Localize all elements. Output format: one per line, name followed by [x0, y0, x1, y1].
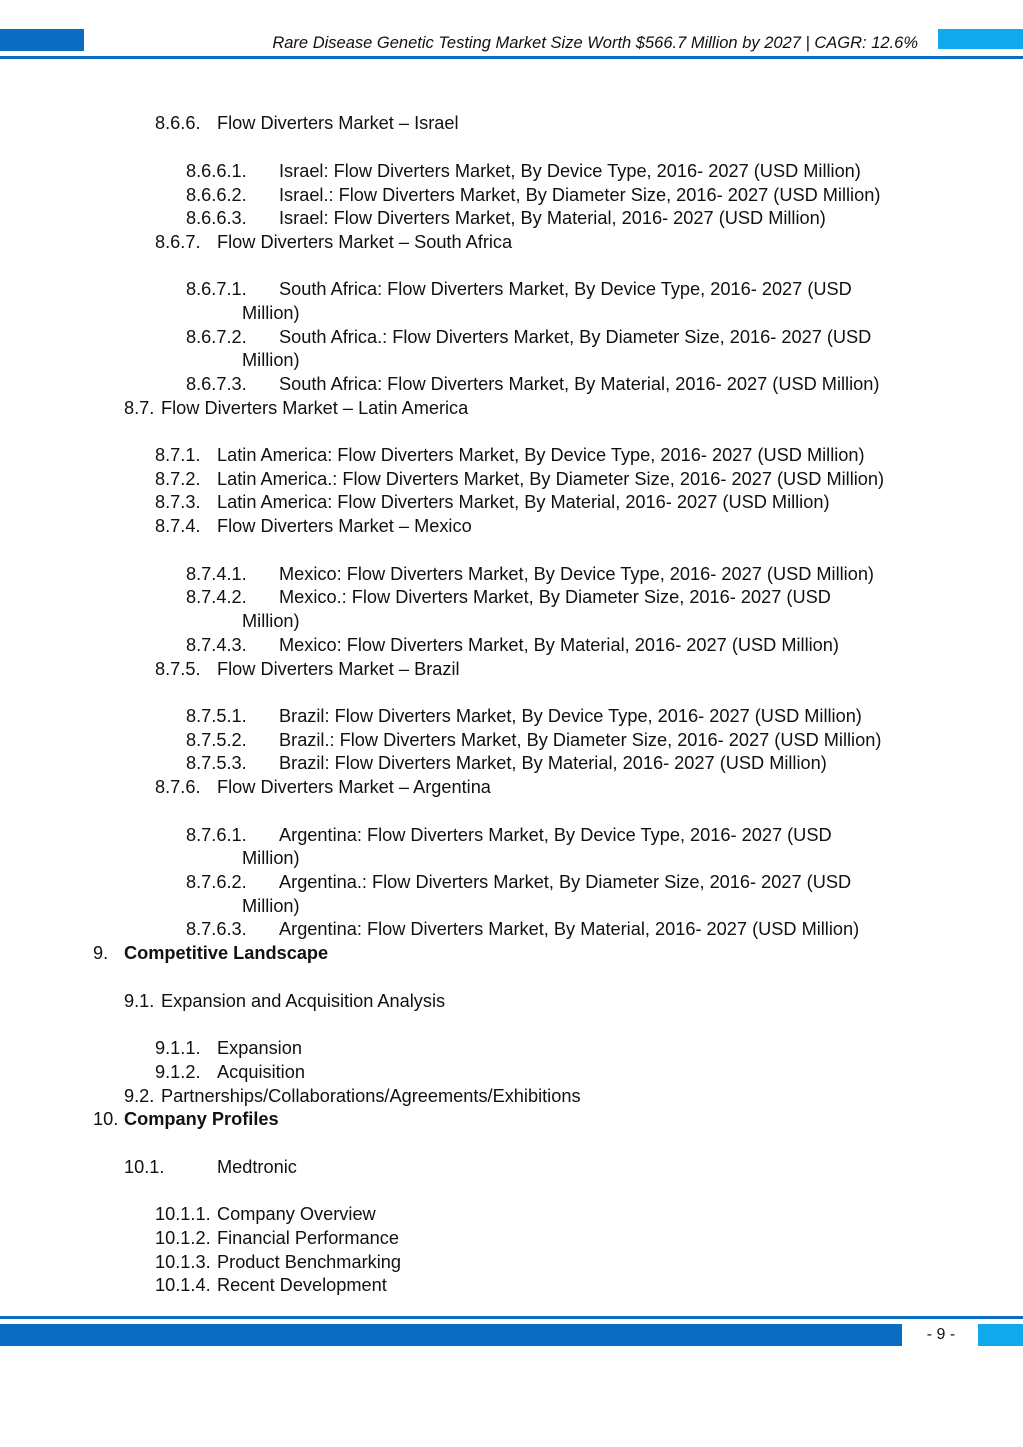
- toc-text: Brazil.: Flow Diverters Market, By Diameter Size, 2016- 2027 (USD Million): [279, 730, 882, 750]
- toc-text: Israel: Flow Diverters Market, By Material, 2016- 2027 (USD Million): [279, 208, 826, 228]
- toc-number: 8.7.5.3.: [186, 753, 247, 773]
- toc-text: Brazil: Flow Diverters Market, By Device Type, 2016- 2027 (USD Million): [279, 706, 862, 726]
- toc-text: Flow Diverters Market – Israel: [217, 113, 459, 133]
- toc-text: Medtronic: [217, 1157, 297, 1177]
- footer-rule: [0, 1316, 1023, 1319]
- toc-number: 8.7.5.2.: [186, 730, 247, 750]
- toc-number: 8.7.5.: [155, 659, 201, 679]
- toc-number: 8.7.4.: [155, 516, 201, 536]
- toc-text: Partnerships/Collaborations/Agreements/Exhibitions: [161, 1086, 581, 1106]
- toc-text: Latin America.: Flow Diverters Market, By Diameter Size, 2016- 2027 (USD Million): [217, 469, 885, 489]
- toc-text: Financial Performance: [217, 1228, 399, 1248]
- toc-number: 8.6.7.2.: [186, 327, 247, 347]
- toc-number: 9.1.2.: [155, 1062, 201, 1082]
- toc-number: 8.7.6.2.: [186, 872, 247, 892]
- toc-number: 9.: [93, 943, 109, 963]
- toc-text: Expansion: [217, 1038, 302, 1058]
- toc-number: 9.1.1.: [155, 1038, 201, 1058]
- toc-number: 8.7.4.3.: [186, 635, 247, 655]
- toc-text: Flow Diverters Market – Argentina: [217, 777, 491, 797]
- toc-number: 8.7.2.: [155, 469, 201, 489]
- toc-text: Company Overview: [217, 1204, 376, 1224]
- toc-text: South Africa: Flow Diverters Market, By Device Type, 2016- 2027 (USD: [279, 279, 852, 299]
- toc-text: Recent Development: [217, 1275, 387, 1295]
- toc-text: Acquisition: [217, 1062, 305, 1082]
- toc-number: 10.1.3.: [155, 1252, 211, 1272]
- toc-number: 10.: [93, 1109, 119, 1129]
- toc-number: 9.1.: [124, 991, 155, 1011]
- toc-number: 8.7.6.3.: [186, 919, 247, 939]
- toc-text: Flow Diverters Market – Mexico: [217, 516, 472, 536]
- toc-number: 8.6.6.3.: [186, 208, 247, 228]
- toc-text-continuation: Million): [242, 848, 300, 868]
- toc-number: 10.1.1.: [155, 1204, 211, 1224]
- toc-text: South Africa.: Flow Diverters Market, By Diameter Size, 2016- 2027 (USD: [279, 327, 872, 347]
- toc-number: 8.7.6.: [155, 777, 201, 797]
- toc-number: 8.7.5.1.: [186, 706, 247, 726]
- toc-number: 8.6.7.3.: [186, 374, 247, 394]
- toc-number: 8.6.6.2.: [186, 185, 247, 205]
- toc-text: Flow Diverters Market – Brazil: [217, 659, 460, 679]
- toc-number: 8.7.3.: [155, 492, 201, 512]
- toc-text: Brazil: Flow Diverters Market, By Material, 2016- 2027 (USD Million): [279, 753, 827, 773]
- header-rule: [0, 56, 1023, 59]
- toc-number: 10.1.4.: [155, 1275, 211, 1295]
- toc-text: Mexico: Flow Diverters Market, By Material, 2016- 2027 (USD Million): [279, 635, 839, 655]
- header-accent-right: [938, 29, 1023, 49]
- footer-bar: [0, 1324, 902, 1346]
- toc-text: Product Benchmarking: [217, 1252, 401, 1272]
- toc-text-continuation: Million): [242, 350, 300, 370]
- toc-text: Flow Diverters Market – South Africa: [217, 232, 513, 252]
- toc-text-continuation: Million): [242, 303, 300, 323]
- toc-text: Mexico: Flow Diverters Market, By Device Type, 2016- 2027 (USD Million): [279, 564, 874, 584]
- toc-text: Israel: Flow Diverters Market, By Device Type, 2016- 2027 (USD Million): [279, 161, 861, 181]
- toc-text: Israel.: Flow Diverters Market, By Diameter Size, 2016- 2027 (USD Million): [279, 185, 881, 205]
- toc-text-continuation: Million): [242, 611, 300, 631]
- toc-chapter-title: Company Profiles: [124, 1109, 279, 1129]
- toc-number: 8.6.7.1.: [186, 279, 247, 299]
- toc-number: 8.6.6.: [155, 113, 201, 133]
- toc-text: Latin America: Flow Diverters Market, By Device Type, 2016- 2027 (USD Million): [217, 445, 865, 465]
- footer-accent-right: [978, 1324, 1023, 1346]
- toc-number: 8.7.4.1.: [186, 564, 247, 584]
- toc-chapter-title: Competitive Landscape: [124, 943, 329, 963]
- toc-text: Flow Diverters Market – Latin America: [161, 398, 469, 418]
- toc-text: Mexico.: Flow Diverters Market, By Diameter Size, 2016- 2027 (USD: [279, 587, 831, 607]
- toc-text: Argentina.: Flow Diverters Market, By Diameter Size, 2016- 2027 (USD: [279, 872, 852, 892]
- toc-number: 8.7.6.1.: [186, 825, 247, 845]
- toc-number: 9.2.: [124, 1086, 155, 1106]
- toc-number: 8.7.: [124, 398, 155, 418]
- toc-number: 10.1.2.: [155, 1228, 211, 1248]
- toc-text: Expansion and Acquisition Analysis: [161, 991, 446, 1011]
- toc-number: 8.6.7.: [155, 232, 201, 252]
- toc-text: Argentina: Flow Diverters Market, By Material, 2016- 2027 (USD Million): [279, 919, 860, 939]
- toc-number: 8.6.6.1.: [186, 161, 247, 181]
- header-title: Rare Disease Genetic Testing Market Size Worth $566.7 Million by 2027 | CAGR: 12.6%: [272, 34, 918, 52]
- toc-text: Latin America: Flow Diverters Market, By Material, 2016- 2027 (USD Million): [217, 492, 830, 512]
- toc-number: 10.1.: [124, 1157, 165, 1177]
- toc-text-continuation: Million): [242, 896, 300, 916]
- page-number: - 9 -: [926, 1326, 956, 1343]
- toc-text: South Africa: Flow Diverters Market, By Material, 2016- 2027 (USD Million): [279, 374, 880, 394]
- toc-text: Argentina: Flow Diverters Market, By Device Type, 2016- 2027 (USD: [279, 825, 832, 845]
- toc-number: 8.7.1.: [155, 445, 201, 465]
- toc-number: 8.7.4.2.: [186, 587, 247, 607]
